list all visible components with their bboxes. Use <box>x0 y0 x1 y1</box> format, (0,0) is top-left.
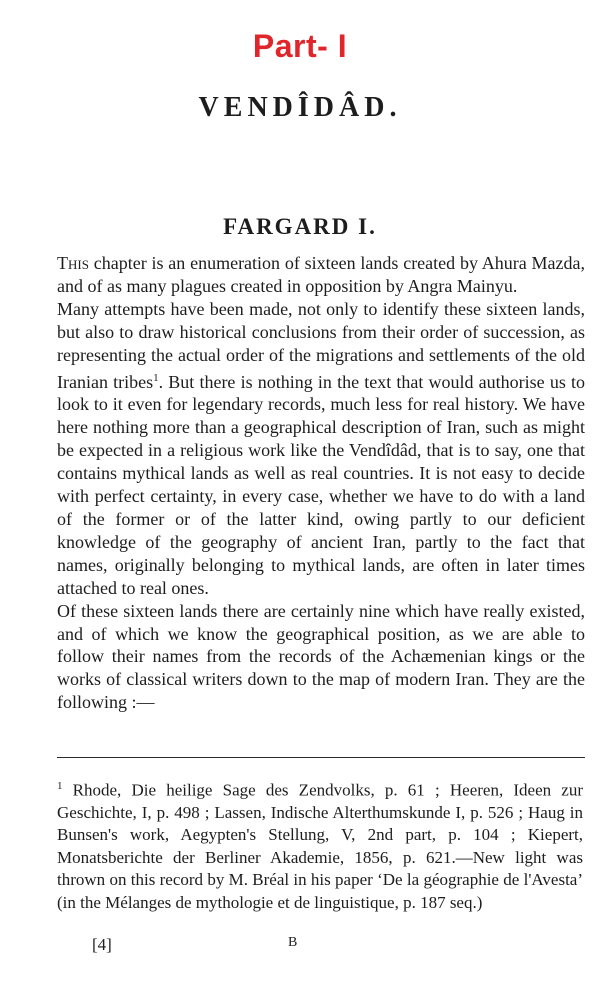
book-title: VENDÎDÂD. <box>198 92 402 123</box>
footnote-reference: 1 <box>153 371 159 384</box>
paragraph-text: Many attempts have been made, not only to identify these sixteen lands, but also to draw historical conclusions from their order of succession, as representing the actual order of the migrations and settlements of the old Iranian tribes <box>57 298 585 392</box>
footnote-text: Rhode, Die heilige Sage des Zendvolks, p. 61 ; Heeren, Ideen zur Geschichte, I, p. 498 ; Lassen, Indische Alterthumskunde I, p. 526 ; Haug in Bunsen's work, Aegypten's Stellung, V, 2nd part, p. 104 ; Kiepert, Monatsberichte der Berliner Akademie, 1856, p. 621.—New light was thrown on this record by M. Bréal in his paper ‘De la géographie de l'Avesta’ (in the Mélanges de mythologie et de linguistique, p. 187 seq.) <box>57 780 583 912</box>
paragraph-lead-word: This <box>57 253 89 273</box>
paragraph-text: . But there is nothing in the text that would authorise us to look to it even for legendary records, much less for real history. We have here nothing more than a geographical description of Iran, such as might be expected in a religious work like the Vendîdâd, that is to say, one that contains mythical lands as well as real countries. It is not easy to decide with perfect certainty, in every case, whether we have to do with a land of the former or of the latter kind, owing partly to our deficient knowledge of the geography of ancient Iran, partly to the fact that names, originally belonging to mythical lands, are often in later times attached to real ones. <box>57 371 585 598</box>
paragraph-text: chapter is an enumeration of sixteen lands created by Ahura Mazda, and of as many plagues created in opposition by Angra Mainyu. <box>57 253 585 296</box>
signature-mark: B <box>288 935 298 950</box>
page-number: [4] <box>92 935 112 954</box>
part-label: Part- I <box>252 28 348 64</box>
paragraph-3 <box>57 600 585 715</box>
body-text <box>57 252 585 714</box>
footnote-marker: 1 <box>57 780 63 792</box>
chapter-title: FARGARD I. <box>223 214 377 239</box>
paragraph-text: Of these sixteen lands there are certainly nine which have really existed, and of which we know the geographical position, as we are able to follow their names from the records of the Achæmenian kings or the works of classical writers down to the map of modern Iran. They are the following :— <box>57 600 585 713</box>
footnote <box>57 775 583 914</box>
paragraph-2 <box>57 298 585 600</box>
footnote-divider <box>57 757 585 758</box>
paragraph-1 <box>57 252 585 298</box>
